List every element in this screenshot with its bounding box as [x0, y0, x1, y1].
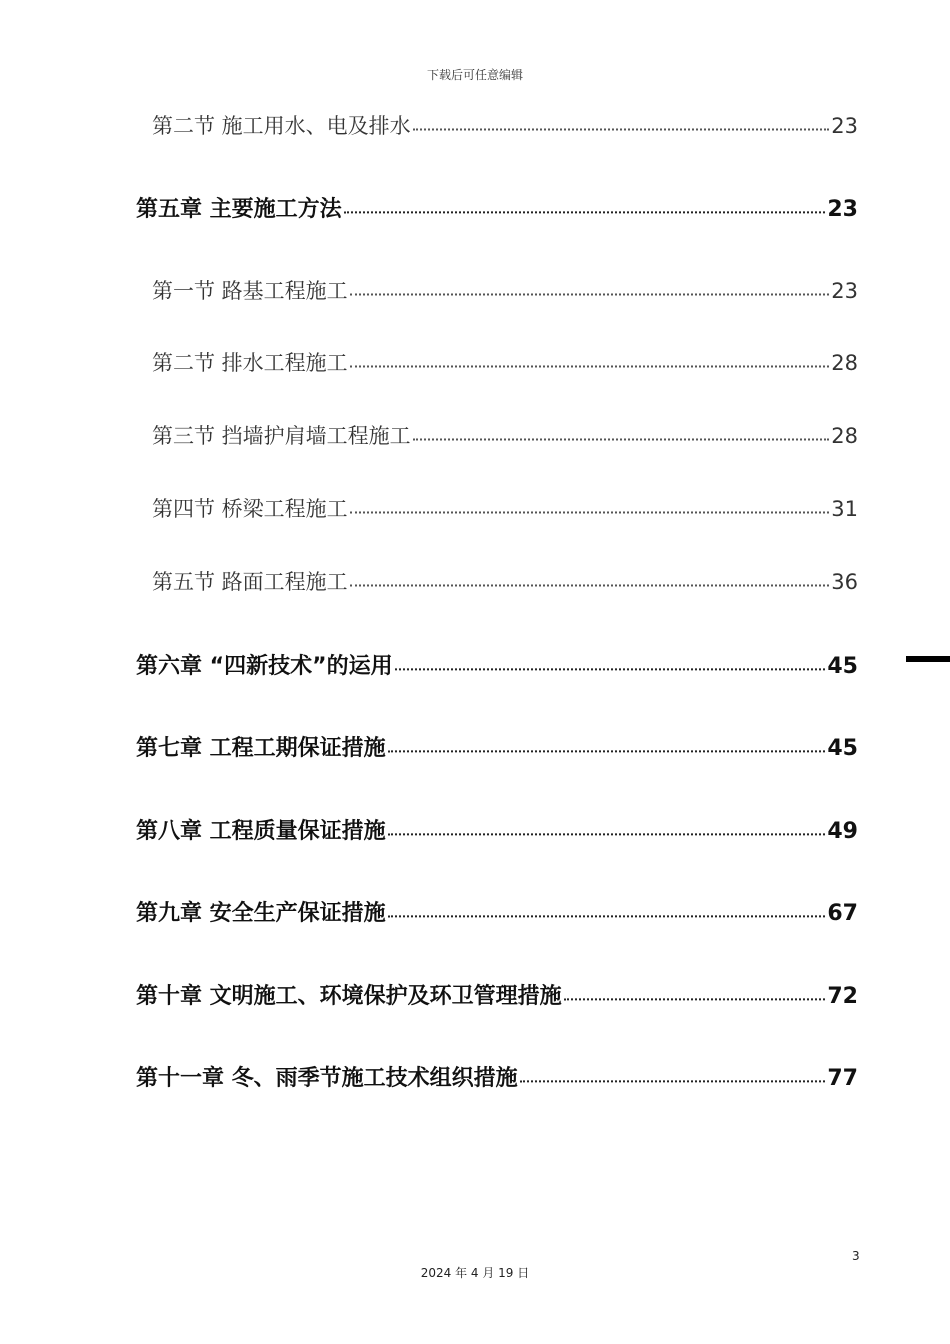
toc-entry-title: 第八章 工程质量保证措施 [136, 819, 386, 844]
toc-entry-chapter[interactable] [136, 896, 858, 927]
toc-entry-title: 第五章 主要施工方法 [136, 197, 342, 222]
toc-entry-page: 28 [831, 351, 858, 375]
toc-entry-section[interactable] [152, 420, 858, 450]
toc-entry-section[interactable] [152, 110, 858, 140]
toc-entry-section[interactable] [152, 347, 858, 377]
toc-dot-leader [350, 347, 830, 368]
toc-entry-title: 第六章 “四新技术”的运用 [136, 654, 393, 679]
toc-entry-title: 第四节 桥梁工程施工 [152, 497, 348, 521]
page-number: 3 [852, 1249, 860, 1263]
toc-entry-chapter[interactable] [136, 1061, 858, 1092]
toc-entry-chapter[interactable] [136, 979, 858, 1010]
toc-entry-section[interactable] [152, 493, 858, 523]
toc-dot-leader [413, 420, 830, 441]
toc-entry-title: 第九章 安全生产保证措施 [136, 901, 386, 926]
toc-dot-leader [388, 896, 826, 918]
toc-entry-page: 23 [827, 197, 858, 222]
toc-entry-title: 第十章 文明施工、环境保护及环卫管理措施 [136, 984, 562, 1009]
toc-dot-leader [564, 979, 826, 1001]
toc-entry-section[interactable] [152, 275, 858, 305]
toc-entry-title: 第七章 工程工期保证措施 [136, 736, 386, 761]
toc-entry-page: 23 [831, 279, 858, 303]
toc-entry-page: 31 [831, 497, 858, 521]
toc-entry-chapter[interactable] [136, 192, 858, 223]
toc-entry-chapter[interactable] [136, 649, 858, 680]
toc-entry-chapter[interactable] [136, 731, 858, 762]
toc-entry-title: 第二节 施工用水、电及排水 [152, 114, 411, 138]
toc-dot-leader [388, 731, 826, 753]
toc-entry-title: 第三节 挡墙护肩墙工程施工 [152, 424, 411, 448]
toc-entry-page: 49 [827, 819, 858, 844]
toc-entry-chapter[interactable] [136, 814, 858, 845]
toc-entry-page: 72 [827, 984, 858, 1009]
toc-entry-page: 36 [831, 570, 858, 594]
toc-entry-page: 67 [827, 901, 858, 926]
toc-dot-leader [350, 566, 830, 587]
toc-dot-leader [395, 649, 826, 671]
toc-entry-page: 45 [827, 654, 858, 679]
page-header: 下载后可任意编辑 [426, 68, 523, 82]
toc-entry-page: 45 [827, 736, 858, 761]
toc-dot-leader [350, 275, 830, 296]
toc-dot-leader [350, 493, 830, 514]
toc-entry-title: 第一节 路基工程施工 [152, 279, 348, 303]
toc-entry-page: 28 [831, 424, 858, 448]
toc-entry-title: 第二节 排水工程施工 [152, 351, 348, 375]
toc-entry-page: 77 [827, 1066, 858, 1091]
toc-dot-leader [388, 814, 826, 836]
page-footer-date: 2024 年 4 月 19 日 [420, 1266, 530, 1280]
toc-entry-section[interactable] [152, 566, 858, 596]
toc-entry-page: 23 [831, 114, 858, 138]
toc-entry-title: 第十一章 冬、雨季节施工技术组织措施 [136, 1066, 518, 1091]
toc-entry-title: 第五节 路面工程施工 [152, 570, 348, 594]
toc-dot-leader [344, 192, 826, 214]
toc-dot-leader [413, 110, 830, 131]
margin-marker [906, 656, 950, 662]
toc-dot-leader [520, 1061, 826, 1083]
